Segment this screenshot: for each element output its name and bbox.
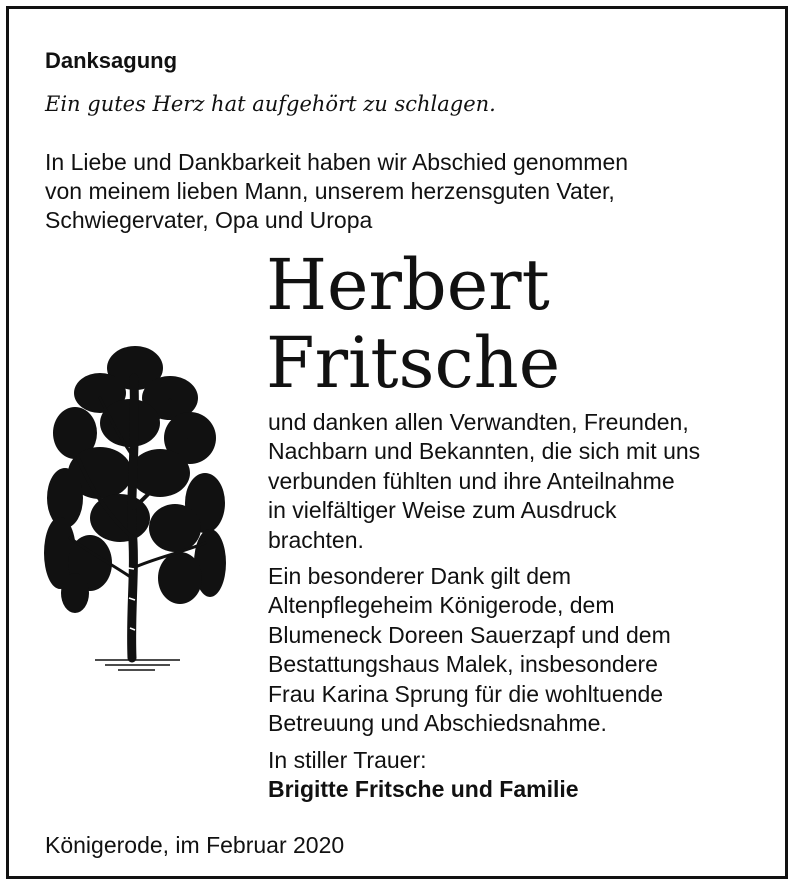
intro-line: In Liebe und Dankbarkeit haben wir Abschied genommen [45, 149, 629, 175]
intro-line: von meinem lieben Mann, unserem herzensguten Vater, [45, 178, 615, 204]
motto: Ein gutes Herz hat aufgehört zu schlagen. [45, 92, 496, 116]
thanks-line: in vielfältiger Weise zum Ausdruck [268, 497, 617, 524]
notice-heading: Danksagung [45, 48, 178, 73]
thanks-line: und danken allen Verwandten, Freunden, [268, 409, 689, 435]
thanks-line: Nachbarn und Bekannten, die sich mit uns [268, 438, 701, 465]
thanks-text [268, 408, 700, 555]
special-thanks-line: Ein besonderer Dank gilt dem [268, 563, 571, 589]
thanks-line: verbunden fühlten und ihre Anteilnahme [268, 467, 675, 494]
birch-tree-icon [40, 338, 230, 678]
special-thanks-line: Blumeneck Doreen Sauerzapf und dem [268, 621, 671, 648]
first-name: Herbert [266, 244, 550, 326]
signature: Brigitte Fritsche und Familie [268, 776, 579, 802]
special-thanks-line: Frau Karina Sprung für die wohltuende [268, 680, 664, 707]
intro-text [45, 148, 628, 235]
deceased-name [266, 246, 560, 402]
special-thanks-line: Bestattungshaus Malek, insbesondere [268, 651, 658, 678]
intro-line: Schwiegervater, Opa und Uropa [45, 207, 373, 233]
thanks-line: brachten. [268, 526, 364, 553]
mourning-block [268, 746, 579, 804]
mourning-label: In stiller Trauer: [268, 747, 427, 773]
place-date: Königerode, im Februar 2020 [45, 832, 345, 858]
special-thanks-line: Altenpflegeheim Königerode, dem [268, 592, 615, 619]
special-thanks-text [268, 562, 671, 738]
special-thanks-line: Betreuung und Abschiedsnahme. [268, 710, 607, 737]
last-name: Fritsche [266, 322, 561, 404]
